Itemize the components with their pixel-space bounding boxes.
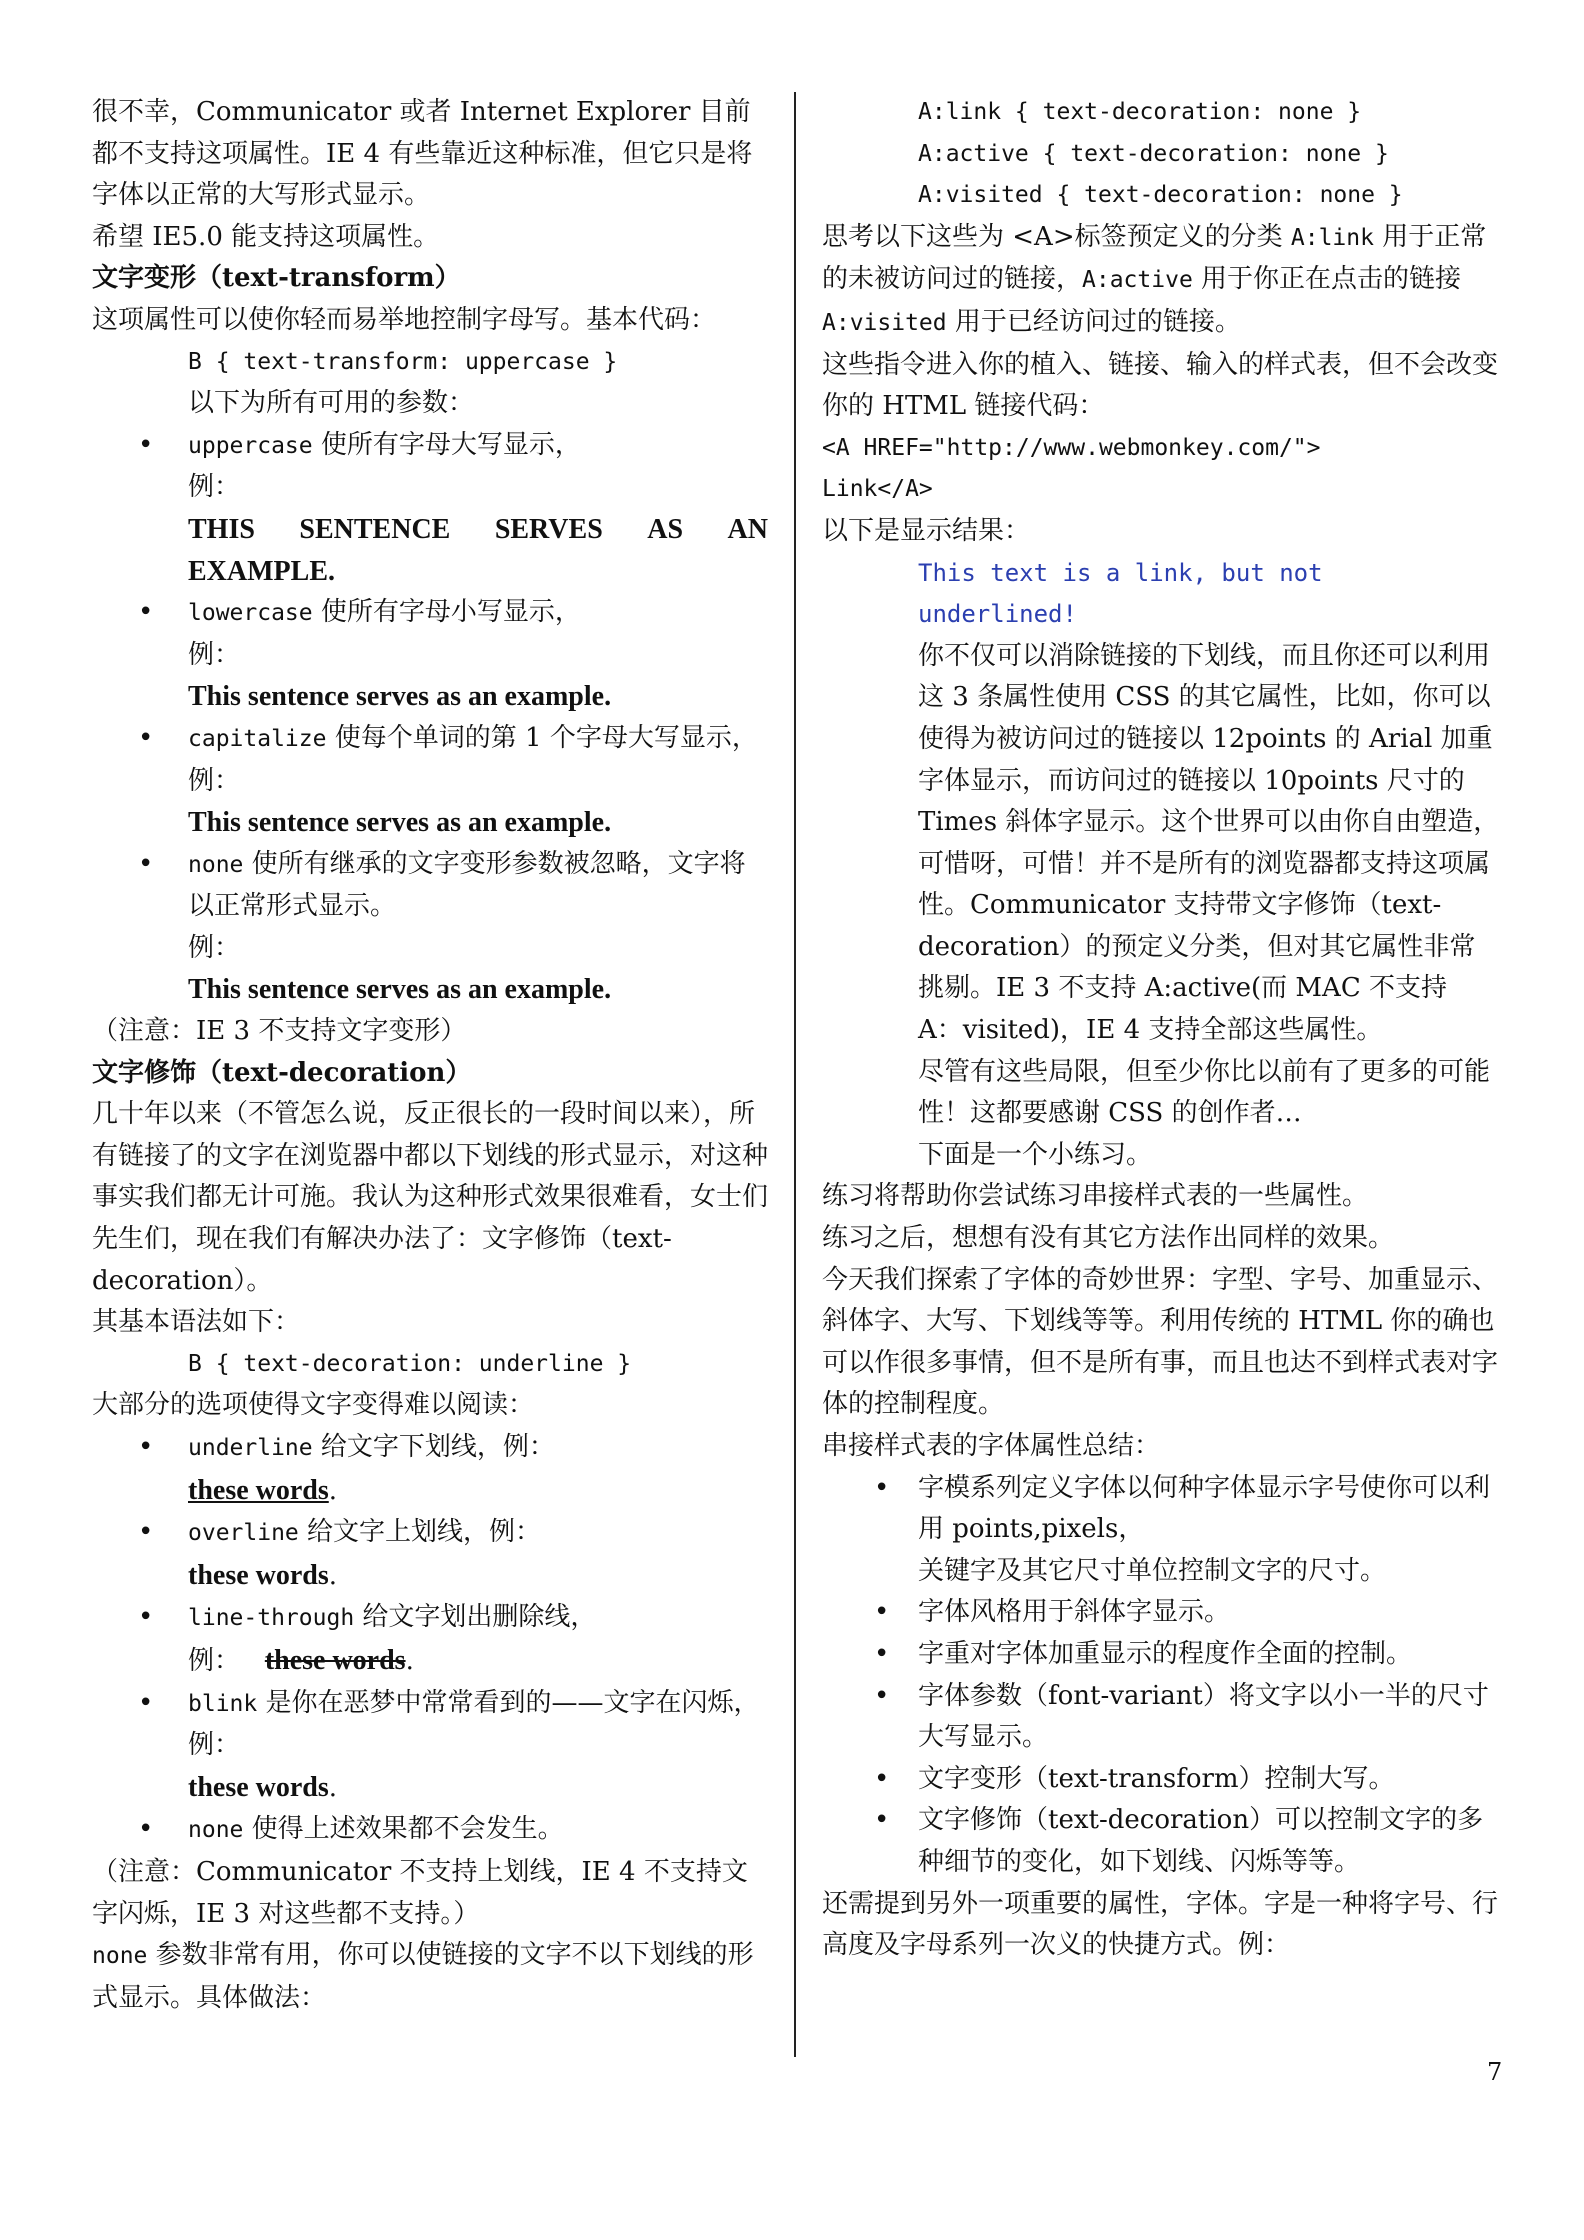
list-item-uppercase [92,425,768,592]
punctuation: . [405,1645,414,1676]
paragraph: 几十年以来（不管怎么说，反正很长的一段时间以来），所有链接了的文字在浏览器中都以下划线的形式显示，对这种事实我们都无计可施。我认为这种形式效果很难看，女士们先生们，现在我们有解决办法了：文字修饰（text-decoration）。 [92,1099,769,1296]
example-label: 例： [188,472,241,503]
list-item-none [92,844,768,1011]
text-run: 用于已经访问过的链接。 [946,306,1241,337]
keyword: A:active [1082,267,1193,294]
keyword: line-through [188,1605,355,1632]
example-word: SENTENCE [299,513,451,545]
example-label: 例： [188,639,241,670]
keyword: blink [188,1690,258,1717]
summary-item: • 字重对字体加重显示的程度作全面的控制。 [822,1634,1500,1676]
paragraph [92,1935,768,2019]
paragraph: 以下是显示结果： [822,515,1031,546]
paragraph-text: 参数非常有用，你可以使链接的文字不以下划线的形式显示。具体做法： [92,1940,754,2013]
list-item-none-decoration [92,1809,768,1852]
keyword: A:link [1290,224,1374,251]
item-desc: 给文字划出删除线， [354,1602,597,1633]
keyword: uppercase [188,432,313,459]
summary-item [822,1468,1500,1593]
paragraph: 其基本语法如下： [92,1307,301,1338]
example-label: 例： [188,1645,241,1676]
code-line: A:link { text-decoration: none } [918,99,1362,125]
example-word: SERVES [494,513,603,545]
example-text: This sentence serves as an example. [188,807,612,839]
code-line: A:visited { text-decoration: none } [918,182,1403,209]
keyword: A:visited [822,309,947,336]
item-desc: 使每个单词的第 1 个字母大写显示，例： [188,722,758,796]
keyword: lowercase [188,600,313,627]
code-line: B { text-transform: uppercase } [188,348,618,375]
list-item-line-through [92,1597,768,1682]
paragraph: 希望 IE5.0 能支持这项属性。 [92,221,440,252]
text-run: 用于正常的未被访问过的链接， [822,221,1487,295]
paragraph: 还需提到另外一项重要的属性，字体。字是一种将字号、行高度及字母系列一次义的快捷方式。例： [822,1888,1499,1961]
note: （注意：Communicator 不支持上划线，IE 4 不支持文字闪烁，IE 3 对这些都不支持。） [92,1856,748,1929]
text-run: 思考以下这些为 <A>标签预定义的分类 [822,221,1291,252]
example-text: these words [188,1474,329,1506]
keyword: none [188,851,244,878]
punctuation: . [328,1475,338,1506]
keyword: underline [188,1435,313,1461]
code-line: A:active { text-decoration: none } [918,140,1389,167]
left-column [92,92,768,2019]
keyword: none [188,1817,244,1844]
example-text: these words [188,1771,329,1803]
punctuation: . [328,1772,338,1803]
summary-item: • 字体参数（font-variant）将文字以小一半的尺寸大写显示。 [822,1676,1500,1759]
example-label: 例： [188,932,241,963]
example-text: these words [264,1644,406,1676]
item-desc: 给文字上划线，例： [298,1517,542,1548]
item-desc: 使所有继承的文字变形参数被忽略，文字将以正常形式显示。 [188,848,746,922]
item-desc: 使得上述效果都不会发生。 [243,1814,564,1845]
paragraph: 今天我们探索了字体的奇妙世界：字型、字号、加重显示、斜体字、大写、下划线等等。利用传统的 HTML 你的确也可以作很多事情，但不是所有事，而且也达不到样式表对字体的控制程度。 [822,1264,1499,1420]
example-word: AN [727,513,768,545]
example-word: THIS [188,513,255,545]
punctuation: . [328,1560,338,1591]
example-text: these words [188,1559,329,1591]
example-caps [188,509,768,551]
paragraph: 很不幸，Communicator 或者 Internet Explorer 目前都不支持这项属性。IE 4 有些靠近这种标准，但它只是将字体以正常的大写形式显示。 [92,97,753,211]
note: （注意：IE 3 不支持文字变形） [92,1016,467,1047]
page-number: 7 [1487,2058,1503,2086]
keyword: capitalize [188,725,327,752]
summary-item: • 文字修饰（text-decoration）可以控制文字的多种细节的变化，如下划线、闪烁等等。 [822,1800,1500,1883]
demo-link[interactable]: This text is a link, but not underlined! [918,558,1323,629]
paragraph: 你不仅可以消除链接的下划线，而且你还可以利用这 3 条属性使用 CSS 的其它属性，比如，你可以使得为被访问过的链接以 12points 的 Arial 加重字体显示，而访问过的链接以 10points 尺寸的 Times 斜体字显示。这个世界可以由你自由塑造， [918,640,1500,838]
paragraph: 下面是一个小练习。 [918,1139,1153,1170]
example-text: This sentence serves as an example. [188,681,612,713]
code-line: B { text-decoration: underline } [188,1350,632,1377]
paragraph: 可惜呀，可惜！并不是所有的浏览器都支持这项属性。Communicator 支持带文字修饰（text-decoration）的预定义分类，但对其它属性非常挑剔。IE 3 不支持 A:active(而 MAC 不支持 A：visited)，IE 4 支持全部这些属性。 [918,848,1491,1046]
paragraph: 尽管有这些局限，但至少你比以前有了更多的可能性！这都要感谢 CSS 的创作者… [918,1056,1491,1129]
paragraph: 练习之后，想想有没有其它方法作出同样的效果。 [822,1223,1395,1254]
keyword: none [92,1943,148,1970]
code-line: Link</A> [822,476,933,503]
list-item-underline [92,1427,768,1512]
text-run: 用于你正在点击的链接 [1192,264,1462,295]
paragraph: 大部分的选项使得文字变得难以阅读： [92,1390,535,1421]
section-heading-text-transform: 文字变形（text-transform） [92,263,461,294]
list-item-capitalize [92,718,768,844]
paragraph: 这些指令进入你的植入、链接、输入的样式表，但不会改变你的 HTML 链接代码： [822,349,1499,422]
example-text: This sentence serves as an example. [188,974,612,1006]
item-desc: 是你在恶梦中常常看到的——文字在闪烁，例： [188,1687,760,1761]
paragraph: 以下为所有可用的参数： [188,388,475,419]
summary-item: • 字体风格用于斜体字显示。 [822,1592,1500,1634]
summary-item: • 文字变形（text-transform）控制大写。 [822,1759,1500,1801]
paragraph: 串接样式表的字体属性总结： [822,1431,1161,1461]
right-column [822,92,1500,1967]
item-desc: 使所有字母大写显示， [312,429,581,460]
paragraph [822,217,1500,302]
code-line: <A HREF="http://www.webmonkey.com/"> [822,434,1321,461]
column-divider [794,92,796,2057]
summary-text: 关键字及其它尺寸单位控制文字的尺寸。 [918,1555,1387,1586]
keyword: overline [188,1520,299,1547]
example-word: AS [647,513,684,545]
list-item-lowercase [92,592,768,718]
item-desc: 使所有字母小写显示， [312,597,581,628]
paragraph: 这项属性可以使你轻而易举地控制字母写。基本代码： [92,304,717,335]
item-desc: 给文字下划线，例： [312,1432,555,1462]
section-heading-text-decoration: 文字修饰（text-decoration） [92,1057,472,1088]
example-text: EXAMPLE. [188,555,335,587]
list-item-overline [92,1512,768,1597]
summary-text: • 字模系列定义字体以何种字体显示字号使你可以利用 points,pixels， [918,1472,1491,1545]
list-item-blink [92,1683,768,1810]
paragraph: 练习将帮助你尝试练习串接样式表的一些属性。 [822,1181,1369,1212]
paragraph [822,302,1500,345]
